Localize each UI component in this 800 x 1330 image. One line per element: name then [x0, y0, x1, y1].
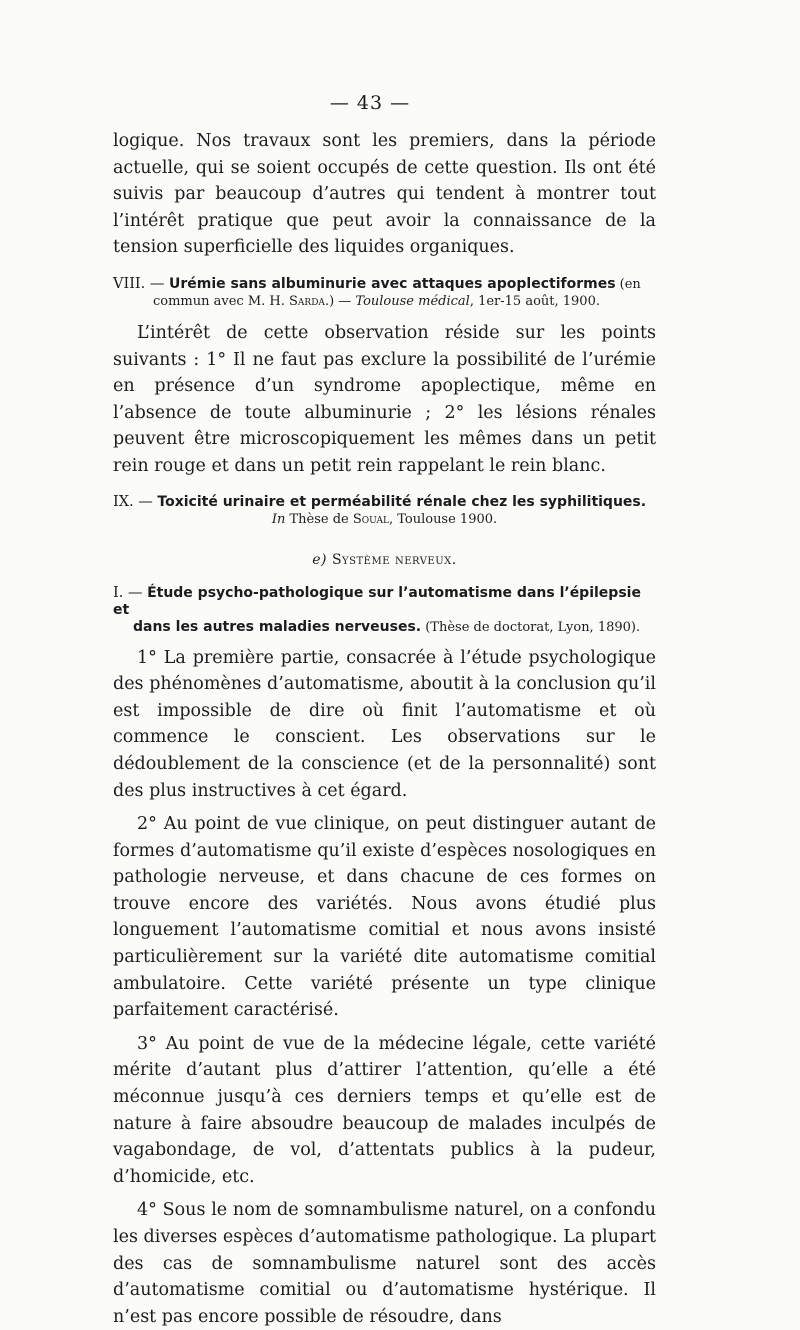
entry-viii — [113, 276, 656, 310]
paragraph-2: 2° Au point de vue clinique, on peut distinguer autant de formes d’automatisme qu’il existe d’espèces nosologiques en pathologie nerveuse, et dans chacune de ces formes on trouve encore des variétés. Nous avons étudié plus longuement l’automatisme comitial et nous avons insisté particulièrement sur la variété dite automatisme comitial ambulatoire. Cette variété présente un type clinique parfaitement caractérisé. — [113, 814, 656, 1021]
entry-viii-ref-text-b: .) — — [324, 293, 356, 309]
entry-viii-reference — [113, 293, 656, 310]
entry-i-title-line1: Étude psycho-pathologique sur l’automatisme dans l’épilepsie et — [113, 584, 641, 618]
entry-viii-ref-text-a: commun avec M. H. — [153, 293, 290, 309]
entry-viii-paragraph: L’intérêt de cette observation réside sur les points suivants : 1° Il ne faut pas exclure la possibilité de l’urémie en présence d’un syndrome apoplectique, même en l’absence de toute albuminurie ; 2° les lésions rénales peuvent être microscopiquement les mêmes dans un petit rein rouge et dans un petit rein rappelant le rein blanc. — [113, 322, 656, 476]
entry-viii-dash: — — [145, 275, 169, 292]
paragraph-3: 3° Au point de vue de la médecine légale, cette variété mérite d’autant plus d’attirer l’attention, qu’elle a été méconnue jusqu’à ces derniers temps et qu’elle est de nature à faire absoudre beaucoup de malades inculpés de vagabondage, de vol, d’attentats publics à la pudeur, d’homicide, etc. — [113, 1033, 656, 1187]
entry-ix-dash: — — [133, 493, 158, 510]
entry-viii-title: Urémie sans albuminurie avec attaques apoplectiformes — [168, 275, 616, 292]
entry-ix-ref-in: In — [271, 511, 286, 527]
entry-i-title-line2: dans les autres maladies nerveuses. — [133, 618, 422, 635]
entry-i-dash: — — [123, 584, 148, 601]
entry-viii-number: VIII. — [113, 275, 146, 292]
entry-viii-ref-open: (en — [615, 276, 641, 292]
paragraph-4: 4° Sous le nom de somnambulisme naturel, on a confondu les diverses espèces d’automatisme pathologique. La plupart des cas de somnambulisme naturel sont des accès d’automatisme comitial ou d’automatisme hystérique. Il n’est pas encore possible de résoudre, dans — [113, 1200, 656, 1327]
entry-ix-reference — [113, 511, 656, 528]
section-title: Système nerveux. — [327, 551, 457, 568]
page-content — [113, 128, 656, 1330]
section-letter: e) — [312, 551, 328, 568]
entry-viii-date: , 1er-15 août, 1900. — [469, 293, 600, 309]
entry-viii-author: Sarda — [289, 293, 325, 309]
entry-ix-ref-text-a: Thèse de — [285, 511, 353, 527]
entry-ix-ref-text-b: , Toulouse 1900. — [388, 511, 498, 527]
entry-i — [113, 585, 656, 636]
entry-i-number: I. — [113, 584, 124, 601]
entry-ix-number: IX. — [113, 493, 134, 510]
intro-paragraph: logique. Nos travaux sont les premiers, dans la période actuelle, qui se soient occupés de cette question. Ils ont été suivis par beaucoup d’autres qui tendent à montrer tout l’intérêt pratique que peut avoir la connaissance de la tension superficielle des liquides organiques. — [113, 131, 656, 258]
entry-viii-journal: Toulouse médical — [355, 293, 470, 309]
entry-ix — [113, 494, 656, 528]
entry-ix-author: Soual — [352, 511, 389, 527]
paragraph-1: 1° La première partie, consacrée à l’étude psychologique des phénomènes d’automatisme, aboutit à la conclusion qu’il est impossible de dire où finit l’automatisme et où commence le conscient. Les observations sur le dédoublement de la conscience (et de la personnalité) sont des plus instructives à cet égard. — [113, 647, 656, 801]
section-heading — [113, 552, 656, 568]
entry-i-reference: (Thèse de doctorat, Lyon, 1890). — [421, 619, 641, 635]
entry-ix-title: Toxicité urinaire et perméabilité rénale chez les syphilitiques. — [157, 493, 647, 510]
page-number: — 43 — — [329, 92, 411, 114]
